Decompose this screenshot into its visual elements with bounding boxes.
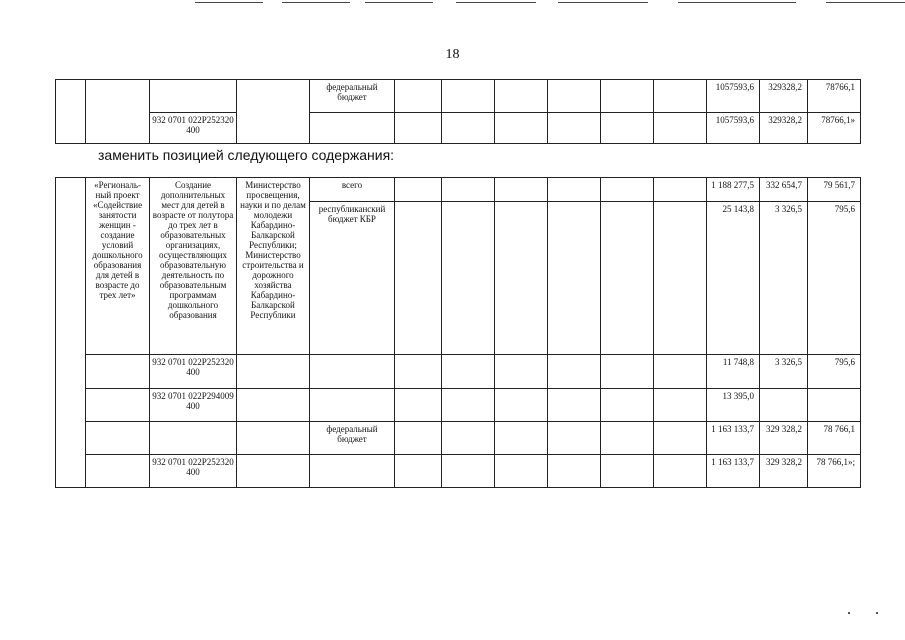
value-cell: 329328,2: [760, 113, 808, 144]
value-cell: 1 163 133,7: [707, 455, 760, 488]
value-cell: 1057593,6: [707, 113, 760, 144]
value-cell: 78766,1»: [808, 113, 861, 144]
bottom-table: [55, 177, 861, 488]
top-line: [195, 2, 263, 3]
value-cell: 79 561,7: [808, 178, 861, 202]
value-cell: 795,6: [808, 202, 861, 355]
code-cell: 932 0701 022P294009 400: [150, 389, 237, 422]
code-cell: [150, 80, 237, 113]
value-cell: 11 748,8: [707, 355, 760, 389]
activity-cell: Создание дополнительных мест для детей в возрасте от полутора до трех лет в образовательных организациях, осуществляющих образовательную деятельность по образовательным программам дошкольного образования: [150, 178, 237, 355]
value-cell: 13 395,0: [707, 389, 760, 422]
replacement-instruction: заменить позицией следующего содержания:: [98, 147, 395, 163]
executor-cell: Министерство просвещения, науки и по делам молодежи Кабардино-Балкарской Республики; Министерство строительства и дорожного хозяйства Кабардино-Балкарской Республики: [237, 178, 310, 355]
source-cell: [310, 455, 395, 488]
value-cell: 1057593,6: [707, 80, 760, 113]
value-cell: 3 326,5: [760, 202, 808, 355]
table-row: [56, 355, 861, 389]
source-cell: федеральный бюджет: [310, 80, 395, 113]
table-row: [56, 389, 861, 422]
table-row: [56, 113, 861, 144]
code-cell: 932 0701 022P252320 400: [150, 113, 237, 144]
value-cell: 329 328,2: [760, 422, 808, 455]
page-number: 18: [445, 47, 460, 62]
top-line: [558, 2, 648, 3]
source-cell: [310, 389, 395, 422]
value-cell: 795,6: [808, 355, 861, 389]
table-row: [56, 422, 861, 455]
value-cell: 25 143,8: [707, 202, 760, 355]
source-cell: [310, 355, 395, 389]
source-cell: федеральный бюджет: [310, 422, 395, 455]
value-cell: 332 654,7: [760, 178, 808, 202]
scan-mark: [876, 612, 878, 614]
top-line: [365, 2, 433, 3]
project-cell: «Региональ-ный проект «Содействие занятости женщин - создание условий дошкольного образования для детей в возрасте до трех лет»: [86, 178, 150, 355]
value-cell: 1 188 277,5: [707, 178, 760, 202]
code-cell: [150, 422, 237, 455]
top-line: [456, 2, 536, 3]
value-cell: 78 766,1»;: [808, 455, 861, 488]
top-line: [282, 2, 350, 3]
table-row: [56, 178, 861, 202]
source-cell: республиканский бюджет КБР: [310, 202, 395, 355]
source-cell: [310, 113, 395, 144]
value-cell: 78 766,1: [808, 422, 861, 455]
scan-mark: [848, 612, 850, 614]
value-cell: 3 326,5: [760, 355, 808, 389]
top-table: [55, 79, 861, 144]
table-row: [56, 80, 861, 113]
top-line: [678, 2, 796, 3]
value-cell: [760, 389, 808, 422]
value-cell: 78766,1: [808, 80, 861, 113]
table-row: [56, 455, 861, 488]
code-cell: 932 0701 022P252320 400: [150, 355, 237, 389]
top-line: [826, 2, 905, 3]
code-cell: 932 0701 022P252320 400: [150, 455, 237, 488]
value-cell: 1 163 133,7: [707, 422, 760, 455]
value-cell: 329328,2: [760, 80, 808, 113]
value-cell: [808, 389, 861, 422]
value-cell: 329 328,2: [760, 455, 808, 488]
source-cell: всего: [310, 178, 395, 202]
